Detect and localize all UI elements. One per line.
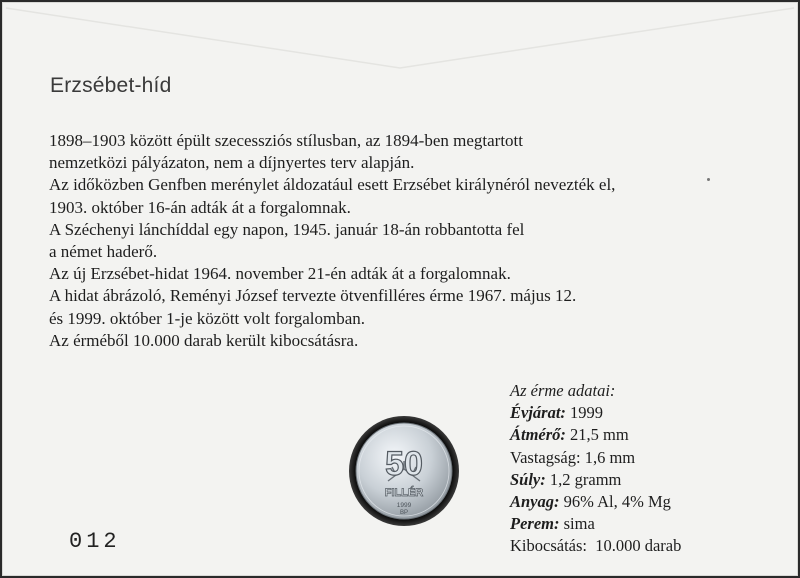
spec-row-mintage (510, 535, 790, 557)
description-line: Az időközben Genfben merénylet áldozatául esett Erzsébet királynéról nevezték el, (49, 175, 616, 195)
description-line: nemzetközi pályázaton, nem a díjnyertes terv alapján. (49, 153, 415, 173)
coin-specs (510, 380, 790, 558)
specs-heading: Az érme adatai: (510, 381, 616, 400)
serial-number: 012 (69, 529, 121, 554)
description-line: 1903. október 16-án adták át a forgalomnak. (49, 197, 351, 217)
envelope-flap-fold (2, 2, 798, 72)
spec-row-weight (510, 469, 790, 491)
coin-denomination: 50 (385, 445, 423, 483)
spec-row-diameter (510, 424, 790, 446)
spec-label: Évjárat: (510, 403, 566, 423)
spec-value: 1,6 mm (580, 447, 636, 467)
envelope (2, 2, 798, 576)
spec-value: sima (559, 514, 595, 534)
spec-label: Vastagság: (510, 447, 581, 467)
spec-value: 1999 (565, 403, 604, 423)
description-line: 1898–1903 között épült szecessziós stílusban, az 1894-ben megtartott (49, 131, 524, 150)
paper-speck (707, 178, 710, 181)
page-title: Erzsébet-híd (50, 74, 172, 97)
spec-label: Perem: (510, 514, 560, 534)
coin-mint-mark: BP (399, 510, 409, 516)
spec-label: Anyag: (510, 492, 560, 512)
spec-value: 21,5 mm (565, 425, 629, 445)
description-line: és 1999. október 1-je között volt forgalomban. (49, 308, 366, 328)
coin-icon (348, 415, 460, 527)
spec-row-year (510, 402, 790, 424)
description-line: A hidat ábrázoló, Reményi József tervezte ötvenfilléres érme 1967. május 12. (49, 286, 577, 306)
spec-label: Súly: (510, 469, 546, 489)
spec-row-edge (510, 513, 790, 535)
spec-value: 96% Al, 4% Mg (559, 492, 671, 512)
spec-row-material (510, 491, 790, 513)
coin-image (348, 415, 460, 527)
spec-label: Átmérő: (510, 425, 566, 445)
description-line: Az érméből 10.000 darab került kibocsátásra. (49, 330, 359, 350)
description-line: a német haderő. (49, 242, 158, 262)
coin-year: 1999 (396, 502, 412, 509)
description-line: A Széchenyi lánchíddal egy napon, 1945. január 18-án robbantotta fel (49, 219, 525, 239)
description-paragraph (49, 130, 749, 352)
coin-unit: FILLÉR (384, 487, 424, 499)
spec-row-thickness (510, 447, 790, 469)
spec-value: 1,2 gramm (545, 469, 622, 489)
spec-value: 10.000 darab (586, 536, 682, 556)
description-line: Az új Erzsébet-hidat 1964. november 21-én adták át a forgalomnak. (49, 264, 511, 284)
spec-label: Kibocsátás: (510, 536, 587, 556)
